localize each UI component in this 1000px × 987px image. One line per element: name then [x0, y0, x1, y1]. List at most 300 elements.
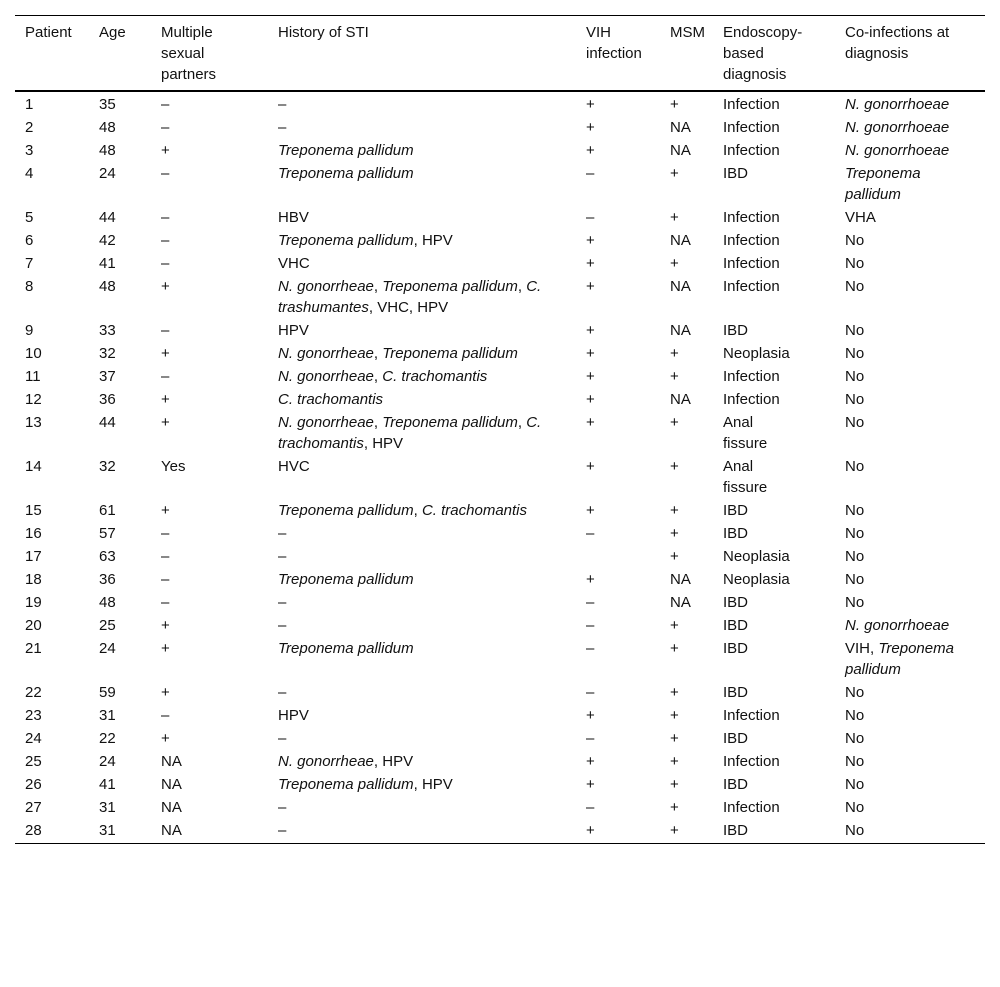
cell-endoscopy-diagnosis	[713, 682, 835, 705]
cell-age: 32	[99, 458, 116, 475]
diagnosis-line: Infection	[723, 209, 780, 226]
cell-endoscopy-diagnosis	[713, 523, 835, 546]
cell-endoscopy-diagnosis	[713, 140, 835, 163]
cell-msm: +	[670, 209, 679, 226]
cell-coinfections	[835, 615, 985, 638]
cell-history-sti-segment: ,	[517, 278, 527, 295]
cell-coinfections-segment: VIH,	[845, 640, 879, 657]
cell-patient: 23	[25, 707, 42, 724]
cell-history-sti-segment: C.	[421, 502, 437, 519]
cell-history-sti	[268, 366, 576, 389]
cell-history-sti-segment: –	[278, 594, 287, 611]
cell-multiple-partners: +	[161, 502, 170, 519]
cell-coinfections-segment: No	[845, 345, 865, 362]
cell-history-sti	[268, 163, 576, 207]
cell-history-sti	[268, 774, 576, 797]
table-row	[15, 140, 985, 163]
cell-patient: 17	[25, 548, 42, 565]
header-line: Endoscopy-	[723, 24, 803, 41]
header-age: Age	[99, 24, 126, 41]
table-row	[15, 774, 985, 797]
cell-age: 48	[99, 594, 116, 611]
diagnosis-line: IBD	[723, 730, 749, 747]
cell-endoscopy-diagnosis	[713, 91, 835, 117]
header-line: infection	[586, 45, 642, 62]
cell-multiple-partners: –	[161, 707, 170, 724]
cell-coinfections-segment: No	[845, 458, 865, 475]
table-row	[15, 592, 985, 615]
patient-sti-table	[15, 15, 985, 844]
diagnosis-line: IBD	[723, 165, 749, 182]
cell-history-sti-segment: –	[278, 799, 287, 816]
cell-age: 41	[99, 776, 116, 793]
diagnosis-line: Neoplasia	[723, 345, 790, 362]
cell-history-sti	[268, 592, 576, 615]
cell-patient: 18	[25, 571, 42, 588]
cell-endoscopy-diagnosis	[713, 412, 835, 456]
cell-vih-infection: –	[586, 640, 595, 657]
cell-coinfections	[835, 207, 985, 230]
cell-vih-infection: +	[586, 96, 595, 113]
cell-patient: 28	[25, 822, 42, 839]
cell-history-sti-segment: ,	[373, 414, 383, 431]
cell-history-sti	[268, 320, 576, 343]
cell-vih-infection: +	[586, 776, 595, 793]
cell-endoscopy-diagnosis	[713, 546, 835, 569]
cell-endoscopy-diagnosis	[713, 797, 835, 820]
cell-history-sti-segment: C. trachomantis	[278, 391, 384, 408]
cell-patient: 21	[25, 640, 42, 657]
cell-msm: NA	[670, 391, 691, 408]
cell-coinfections	[835, 253, 985, 276]
cell-coinfections-segment: N. gonorrhoeae	[845, 119, 950, 136]
table-row	[15, 389, 985, 412]
cell-coinfections-segment: No	[845, 255, 865, 272]
diagnosis-line: Infection	[723, 753, 780, 770]
cell-age: 48	[99, 119, 116, 136]
cell-coinfections-segment: No	[845, 799, 865, 816]
cell-msm: +	[670, 414, 679, 431]
cell-patient: 12	[25, 391, 42, 408]
cell-multiple-partners: +	[161, 640, 170, 657]
cell-coinfections	[835, 320, 985, 343]
cell-history-sti-segment: N. gonorrheae	[278, 368, 374, 385]
cell-history-sti	[268, 705, 576, 728]
cell-age: 59	[99, 684, 116, 701]
diagnosis-line: IBD	[723, 617, 749, 634]
cell-history-sti	[268, 797, 576, 820]
header-row	[15, 16, 985, 92]
cell-patient: 8	[25, 278, 34, 295]
cell-vih-infection: +	[586, 502, 595, 519]
cell-history-sti-segment: C. trashumantes	[278, 278, 542, 316]
cell-multiple-partners: –	[161, 255, 170, 272]
header-patient: Patient	[25, 24, 72, 41]
cell-age: 33	[99, 322, 116, 339]
cell-vih-infection: +	[586, 571, 595, 588]
header-line: Co-infections at	[845, 24, 950, 41]
diagnosis-line: IBD	[723, 322, 749, 339]
cell-endoscopy-diagnosis	[713, 728, 835, 751]
table-row	[15, 546, 985, 569]
cell-history-sti	[268, 682, 576, 705]
cell-history-sti-segment: , HPV	[413, 232, 453, 249]
diagnosis-line: Neoplasia	[723, 548, 790, 565]
cell-patient: 19	[25, 594, 42, 611]
cell-endoscopy-diagnosis	[713, 389, 835, 412]
cell-endoscopy-diagnosis	[713, 569, 835, 592]
cell-endoscopy-diagnosis	[713, 207, 835, 230]
cell-endoscopy-diagnosis	[713, 638, 835, 682]
cell-history-sti-segment: –	[278, 525, 287, 542]
cell-history-sti-segment: –	[278, 617, 287, 634]
cell-vih-infection: +	[586, 368, 595, 385]
cell-endoscopy-diagnosis	[713, 456, 835, 500]
cell-multiple-partners: –	[161, 525, 170, 542]
cell-patient: 26	[25, 776, 42, 793]
header-line: Multiple	[161, 24, 213, 41]
cell-msm: +	[670, 822, 679, 839]
cell-history-sti-segment: , VHC, HPV	[368, 299, 449, 316]
cell-patient: 25	[25, 753, 42, 770]
cell-history-sti-segment: HPV	[278, 322, 309, 339]
diagnosis-line: Infection	[723, 232, 780, 249]
header-line: diagnosis	[845, 45, 909, 62]
header-line: partners	[161, 66, 217, 83]
cell-multiple-partners: +	[161, 278, 170, 295]
table-row	[15, 615, 985, 638]
cell-coinfections	[835, 797, 985, 820]
cell-coinfections-segment: No	[845, 684, 865, 701]
diagnosis-line: IBD	[723, 776, 749, 793]
cell-multiple-partners: +	[161, 345, 170, 362]
diagnosis-line: fissure	[723, 479, 768, 496]
cell-age: 31	[99, 822, 116, 839]
table-row	[15, 117, 985, 140]
cell-msm: +	[670, 368, 679, 385]
header-line: diagnosis	[723, 66, 787, 83]
table-row	[15, 523, 985, 546]
cell-age: 36	[99, 571, 116, 588]
cell-vih-infection: +	[586, 822, 595, 839]
cell-coinfections	[835, 500, 985, 523]
cell-coinfections-segment: No	[845, 707, 865, 724]
cell-history-sti	[268, 117, 576, 140]
cell-history-sti-segment: trachomantis	[441, 502, 528, 519]
cell-vih-infection: –	[586, 209, 595, 226]
cell-coinfections	[835, 546, 985, 569]
cell-msm: +	[670, 799, 679, 816]
cell-endoscopy-diagnosis	[713, 592, 835, 615]
cell-coinfections-segment: No	[845, 368, 865, 385]
cell-history-sti-segment: N. gonorrheae	[278, 345, 374, 362]
cell-history-sti	[268, 91, 576, 117]
cell-coinfections-segment: No	[845, 414, 865, 431]
cell-vih-infection: –	[586, 730, 595, 747]
cell-history-sti-segment: Treponema pallidum	[278, 142, 414, 159]
table-body	[15, 91, 985, 844]
diagnosis-line: Infection	[723, 707, 780, 724]
cell-coinfections	[835, 820, 985, 844]
cell-vih-infection: +	[586, 232, 595, 249]
cell-history-sti	[268, 253, 576, 276]
cell-coinfections	[835, 592, 985, 615]
table-row	[15, 207, 985, 230]
cell-age: 44	[99, 414, 116, 431]
cell-coinfections	[835, 638, 985, 682]
table-row	[15, 500, 985, 523]
table-row	[15, 91, 985, 117]
cell-coinfections	[835, 91, 985, 117]
cell-msm: NA	[670, 119, 691, 136]
cell-patient: 24	[25, 730, 42, 747]
cell-patient: 10	[25, 345, 42, 362]
cell-endoscopy-diagnosis	[713, 163, 835, 207]
cell-multiple-partners: –	[161, 119, 170, 136]
cell-patient: 14	[25, 458, 42, 475]
cell-history-sti	[268, 728, 576, 751]
cell-coinfections	[835, 230, 985, 253]
cell-vih-infection: –	[586, 684, 595, 701]
header-multiple-partners	[151, 16, 268, 92]
diagnosis-line: Infection	[723, 119, 780, 136]
cell-age: 57	[99, 525, 116, 542]
cell-history-sti-segment: Treponema pallidum	[278, 165, 414, 182]
cell-history-sti-segment: C. trachomantis	[278, 414, 542, 452]
cell-history-sti-segment: Treponema pallidum	[278, 640, 414, 657]
cell-endoscopy-diagnosis	[713, 615, 835, 638]
cell-history-sti	[268, 230, 576, 253]
table-row	[15, 320, 985, 343]
cell-history-sti-segment: HPV	[278, 707, 309, 724]
cell-age: 32	[99, 345, 116, 362]
cell-msm: +	[670, 776, 679, 793]
cell-coinfections-segment: No	[845, 730, 865, 747]
cell-msm: +	[670, 165, 679, 182]
cell-multiple-partners: Yes	[161, 458, 186, 475]
cell-history-sti-segment: N. gonorrheae	[278, 414, 374, 431]
cell-coinfections	[835, 523, 985, 546]
diagnosis-line: fissure	[723, 435, 768, 452]
cell-history-sti-segment: –	[278, 119, 287, 136]
cell-vih-infection: –	[586, 165, 595, 182]
cell-history-sti-segment: Treponema pallidum	[382, 414, 518, 431]
cell-history-sti-segment: –	[278, 684, 287, 701]
cell-history-sti	[268, 751, 576, 774]
cell-msm: NA	[670, 142, 691, 159]
cell-age: 22	[99, 730, 116, 747]
cell-coinfections-segment: No	[845, 278, 865, 295]
diagnosis-line: Anal	[723, 414, 754, 431]
cell-age: 31	[99, 707, 116, 724]
header-vih-infection	[576, 16, 660, 92]
cell-endoscopy-diagnosis	[713, 705, 835, 728]
cell-msm: NA	[670, 594, 691, 611]
cell-msm: NA	[670, 571, 691, 588]
cell-vih-infection: +	[586, 322, 595, 339]
cell-patient: 2	[25, 119, 34, 136]
cell-multiple-partners: NA	[161, 776, 182, 793]
cell-age: 24	[99, 753, 116, 770]
cell-endoscopy-diagnosis	[713, 343, 835, 366]
cell-coinfections-segment: No	[845, 753, 865, 770]
cell-patient: 4	[25, 165, 34, 182]
cell-endoscopy-diagnosis	[713, 500, 835, 523]
cell-multiple-partners: –	[161, 96, 170, 113]
cell-endoscopy-diagnosis	[713, 117, 835, 140]
cell-age: 41	[99, 255, 116, 272]
cell-coinfections-segment: Treponema pallidum	[845, 165, 921, 203]
header-msm: MSM	[670, 24, 705, 41]
table-row	[15, 728, 985, 751]
cell-history-sti-segment: ,	[373, 368, 383, 385]
cell-patient: 15	[25, 502, 42, 519]
cell-multiple-partners: –	[161, 548, 170, 565]
cell-coinfections-segment: VHA	[845, 209, 876, 226]
cell-age: 42	[99, 232, 116, 249]
cell-history-sti-segment: ,	[373, 345, 383, 362]
table-header	[15, 16, 985, 92]
cell-patient: 9	[25, 322, 34, 339]
table-row	[15, 820, 985, 844]
cell-history-sti-segment: Treponema pallidum	[278, 502, 414, 519]
cell-multiple-partners: +	[161, 730, 170, 747]
cell-history-sti	[268, 389, 576, 412]
cell-coinfections-segment: No	[845, 822, 865, 839]
cell-history-sti	[268, 500, 576, 523]
cell-multiple-partners: –	[161, 209, 170, 226]
diagnosis-line: IBD	[723, 822, 749, 839]
cell-history-sti	[268, 412, 576, 456]
cell-patient: 27	[25, 799, 42, 816]
cell-age: 24	[99, 165, 116, 182]
table-row	[15, 230, 985, 253]
cell-endoscopy-diagnosis	[713, 820, 835, 844]
cell-patient: 1	[25, 96, 34, 113]
cell-vih-infection: +	[586, 345, 595, 362]
cell-history-sti-segment: –	[278, 822, 287, 839]
table-row	[15, 412, 985, 456]
cell-coinfections	[835, 774, 985, 797]
cell-coinfections	[835, 343, 985, 366]
cell-multiple-partners: –	[161, 571, 170, 588]
cell-history-sti-segment: , HPV	[413, 776, 453, 793]
cell-history-sti	[268, 569, 576, 592]
cell-endoscopy-diagnosis	[713, 320, 835, 343]
diagnosis-line: IBD	[723, 684, 749, 701]
cell-history-sti	[268, 207, 576, 230]
cell-multiple-partners: –	[161, 594, 170, 611]
cell-history-sti-segment: Treponema pallidum	[382, 278, 518, 295]
cell-history-sti-segment: –	[278, 548, 287, 565]
cell-patient: 13	[25, 414, 42, 431]
cell-coinfections-segment: No	[845, 391, 865, 408]
diagnosis-line: Infection	[723, 278, 780, 295]
cell-coinfections	[835, 366, 985, 389]
cell-endoscopy-diagnosis	[713, 774, 835, 797]
table-row	[15, 366, 985, 389]
cell-history-sti	[268, 820, 576, 844]
cell-patient: 16	[25, 525, 42, 542]
cell-msm: +	[670, 502, 679, 519]
cell-msm: +	[670, 96, 679, 113]
cell-vih-infection: –	[586, 617, 595, 634]
cell-history-sti-segment: Treponema pallidum	[278, 232, 414, 249]
cell-msm: +	[670, 753, 679, 770]
cell-msm: +	[670, 458, 679, 475]
cell-multiple-partners: –	[161, 322, 170, 339]
cell-msm: +	[670, 617, 679, 634]
cell-patient: 11	[25, 368, 41, 385]
cell-msm: NA	[670, 232, 691, 249]
cell-age: 61	[99, 502, 116, 519]
cell-vih-infection: –	[586, 799, 595, 816]
cell-multiple-partners: +	[161, 142, 170, 159]
cell-msm: +	[670, 548, 679, 565]
table-row	[15, 456, 985, 500]
cell-age: 37	[99, 368, 116, 385]
cell-age: 31	[99, 799, 116, 816]
cell-age: 36	[99, 391, 116, 408]
diagnosis-line: IBD	[723, 640, 749, 657]
table-row	[15, 253, 985, 276]
cell-history-sti-segment: Treponema pallidum	[382, 345, 518, 362]
cell-multiple-partners: +	[161, 391, 170, 408]
cell-multiple-partners: NA	[161, 799, 182, 816]
cell-patient: 7	[25, 255, 34, 272]
cell-msm: +	[670, 525, 679, 542]
cell-history-sti-segment: N. gonorrheae	[278, 753, 374, 770]
cell-coinfections	[835, 412, 985, 456]
cell-patient: 5	[25, 209, 34, 226]
cell-multiple-partners: –	[161, 368, 170, 385]
header-line: VIH	[586, 24, 612, 41]
cell-coinfections-segment: No	[845, 232, 865, 249]
header-line: sexual	[161, 45, 205, 62]
cell-vih-infection: +	[586, 458, 595, 475]
cell-msm: NA	[670, 322, 691, 339]
cell-coinfections	[835, 140, 985, 163]
cell-coinfections	[835, 569, 985, 592]
cell-endoscopy-diagnosis	[713, 366, 835, 389]
cell-patient: 22	[25, 684, 42, 701]
cell-history-sti-segment: HVC	[278, 458, 310, 475]
diagnosis-line: Infection	[723, 368, 780, 385]
cell-coinfections	[835, 751, 985, 774]
cell-coinfections-segment: No	[845, 502, 865, 519]
cell-msm: +	[670, 684, 679, 701]
cell-multiple-partners: +	[161, 684, 170, 701]
cell-coinfections-segment: No	[845, 571, 865, 588]
cell-history-sti-segment: –	[278, 730, 287, 747]
cell-coinfections	[835, 456, 985, 500]
cell-history-sti	[268, 276, 576, 320]
cell-coinfections-segment: N. gonorrhoeae	[845, 96, 950, 113]
cell-history-sti	[268, 615, 576, 638]
cell-coinfections	[835, 276, 985, 320]
table-row	[15, 751, 985, 774]
cell-msm: +	[670, 640, 679, 657]
cell-vih-infection: +	[586, 707, 595, 724]
cell-history-sti	[268, 546, 576, 569]
cell-multiple-partners: +	[161, 414, 170, 431]
table-row	[15, 705, 985, 728]
cell-coinfections-segment: No	[845, 594, 865, 611]
header-endoscopy-diagnosis	[713, 16, 835, 92]
cell-vih-infection: +	[586, 278, 595, 295]
cell-vih-infection: +	[586, 255, 595, 272]
cell-history-sti-segment: ,	[413, 502, 422, 519]
